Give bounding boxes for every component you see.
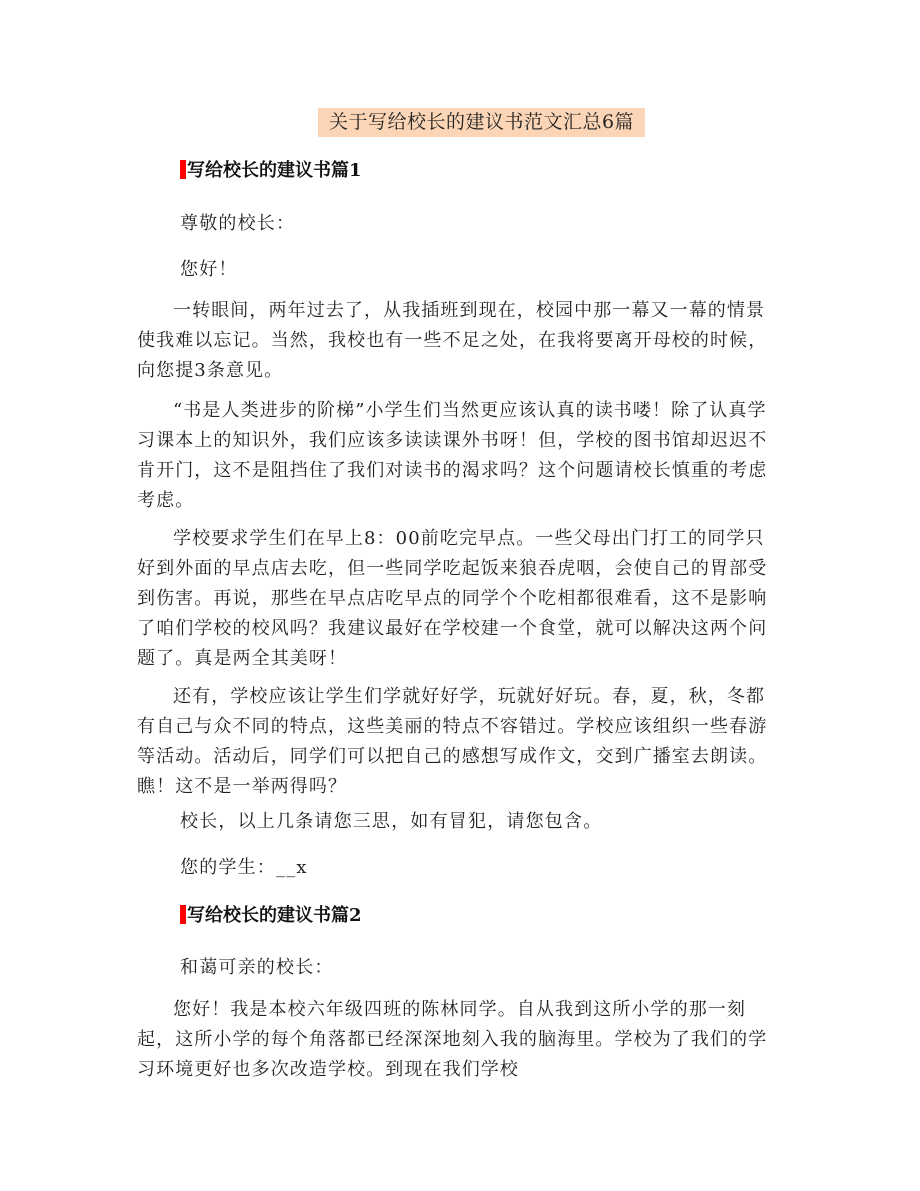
closing: 校长，以上几条请您三思，如有冒犯，请您包含。 (180, 811, 603, 832)
greeting: 您好！ (180, 259, 238, 280)
paragraph: 一转眼间，两年过去了，从我插班到现在，校园中那一幕又一幕的情景使我难以忘记。当然，我校也有一些不足之处，在我将要离开母校的时候，向您提3条意见。 (137, 300, 768, 381)
salutation: 和蔼可亲的校长： (180, 957, 334, 978)
heading-marker-icon (180, 905, 186, 924)
paragraph: “书是人类进步的阶梯”小学生们当然更应该认真的读书喽！除了认真学习课本上的知识外，我们应该多读读课外书呀！但，学校的图书馆却迟迟不肯开门，这不是阻挡住了我们对读书的渴求吗？这个问题请校长慎重的考虑考虑。 (137, 400, 768, 511)
section-heading-text: 写给校长的建议书篇2 (187, 905, 362, 926)
paragraph: 您好！我是本校六年级四班的陈林同学。自从我到这所小学的那一刻起，这所小学的每个角落都已经深深地刻入我的脑海里。学校为了我们的学习环境更好也多次改造学校。到现在我们学校 (137, 999, 768, 1080)
section-heading-1 (180, 160, 362, 182)
paragraph: 还有，学校应该让学生们学就好好学，玩就好好玩。春，夏，秋，冬都有自己与众不同的特点，这些美丽的特点不容错过。学校应该组织一些春游等活动。活动后，同学们可以把自己的感想写成作文，交到广播室去朗读。瞧！这不是一举两得吗？ (137, 686, 768, 797)
section-heading-text: 写给校长的建议书篇1 (187, 160, 362, 181)
document-title: 关于写给校长的建议书范文汇总6篇 (318, 108, 645, 137)
heading-marker-icon (180, 160, 186, 179)
salutation: 尊敬的校长： (180, 213, 296, 234)
section-heading-2 (180, 905, 362, 927)
signature: 您的学生：__x (180, 857, 308, 878)
paragraph: 学校要求学生们在早上8：00前吃完早点。一些父母出门打工的同学只好到外面的早点店去吃，但一些同学吃起饭来狼吞虎咽，会使自己的胃部受到伤害。再说，那些在早点店吃早点的同学个个吃相都很难看，这不是影响了咱们学校的校风吗？我建议最好在学校建一个食堂，就可以解决这两个问题了。真是两全其美呀！ (137, 528, 768, 669)
